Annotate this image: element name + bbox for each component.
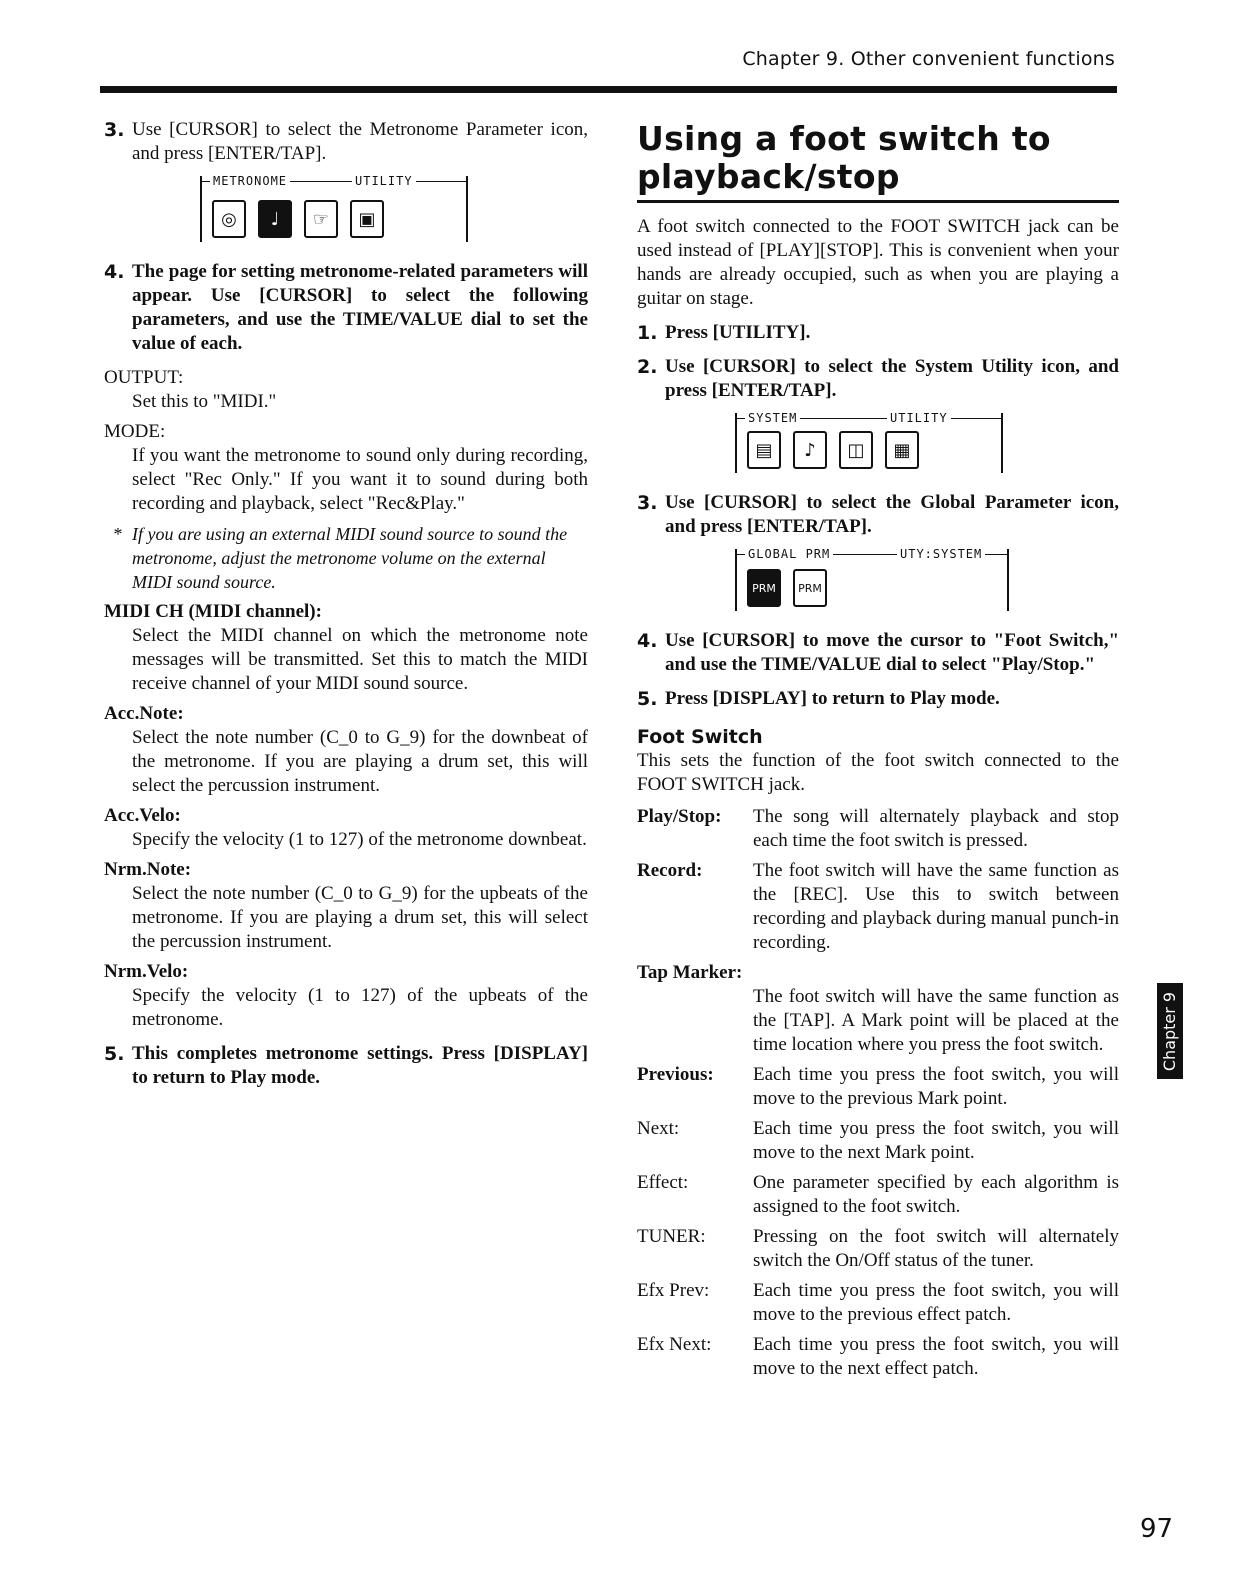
step-text: Use [CURSOR] to select the System Utility icon, and press [ENTER/TAP].: [665, 356, 1119, 401]
fs-key: Efx Prev:: [637, 1280, 710, 1301]
fs-value: The foot switch will have the same function as the [TAP]. A Mark point will be placed at the time location where you press the foot switch.: [753, 986, 1119, 1055]
step-5-right: [637, 687, 1119, 711]
param-name: OUTPUT:: [104, 367, 184, 388]
fs-item-tuner: [637, 1225, 1119, 1273]
step-text: Press [UTILITY].: [665, 322, 811, 343]
param-desc: Set this to "MIDI.": [132, 391, 277, 412]
param-name: Nrm.Note:: [104, 859, 192, 880]
foot-switch-heading: Foot Switch: [637, 726, 763, 748]
fs-item-record: [637, 859, 1119, 955]
param-desc: If you want the metronome to sound only during recording, select "Rec Only." If you want it to sound during both recording and playback, select "Rec&Play.": [132, 445, 588, 514]
lcd-label-utility: UTILITY: [352, 174, 416, 188]
step-number: 5.: [104, 1043, 125, 1065]
global-param-icon: [747, 569, 781, 607]
lcd-label-uty-system: UTY:SYSTEM: [897, 547, 985, 561]
param-output: [104, 366, 588, 414]
metronome-dial-icon: ◎: [212, 200, 246, 238]
step-2-right: [637, 355, 1119, 403]
param-desc: Specify the velocity (1 to 127) of the upbeats of the metronome.: [132, 985, 588, 1030]
fs-value: The song will alternately playback and stop each time the foot switch is pressed.: [753, 806, 1119, 851]
step-number: 3.: [637, 492, 658, 514]
fs-item-effect: [637, 1171, 1119, 1219]
fs-key: Next:: [637, 1118, 680, 1139]
fs-value: One parameter specified by each algorithm is assigned to the foot switch.: [753, 1172, 1119, 1217]
header-rule: [100, 86, 1117, 93]
lcd-label-utility: UTILITY: [887, 411, 951, 425]
step-4-right: [637, 629, 1119, 677]
param-mode: [104, 420, 588, 516]
step-number: 3.: [104, 119, 125, 141]
fs-value: Each time you press the foot switch, you will move to the next effect patch.: [753, 1334, 1119, 1379]
metronome-lcd-screen: [200, 176, 468, 242]
param-nrm-note: [104, 858, 588, 954]
param-desc: Select the MIDI channel on which the metronome note messages will be transmitted. Set this to match the MIDI receive channel of your MIDI sound source.: [132, 625, 588, 694]
disk-icon: ▤: [747, 431, 781, 469]
step-number: 4.: [104, 261, 125, 283]
left-column: [104, 118, 588, 1100]
note: [104, 522, 588, 594]
fs-item-efx-prev: [637, 1279, 1119, 1327]
step-text: This completes metronome settings. Press [DISPLAY] to return to Play mode.: [132, 1043, 588, 1088]
fs-item-next: [637, 1117, 1119, 1165]
lcd-label-system: SYSTEM: [745, 411, 800, 425]
fs-key: TUNER:: [637, 1226, 706, 1247]
midi-icon: ♪: [793, 431, 827, 469]
clock-icon: ◫: [839, 431, 873, 469]
fs-key: Tap Marker:: [637, 962, 743, 983]
fs-key: Effect:: [637, 1172, 689, 1193]
step-3-left: [104, 118, 588, 166]
fs-item-previous: [637, 1063, 1119, 1111]
page-number: 97: [1140, 1514, 1174, 1544]
param-icon: [793, 569, 827, 607]
param-desc: Select the note number (C_0 to G_9) for the downbeat of the metronome. If you are playing a drum set, this will select the percussion instrument.: [132, 727, 588, 796]
fs-item-tap-marker: [637, 961, 1119, 1057]
global-prm-lcd-screen: [735, 549, 1009, 611]
fs-value: The foot switch will have the same function as the [REC]. Use this to switch between recording and playback during manual punch-in recording.: [753, 860, 1119, 953]
click-icon: ☞: [304, 200, 338, 238]
param-desc: Specify the velocity (1 to 127) of the metronome downbeat.: [132, 829, 587, 850]
fs-value: Each time you press the foot switch, you will move to the previous Mark point.: [753, 1064, 1119, 1109]
param-midi-ch: [104, 600, 588, 696]
system-lcd-screen: [735, 413, 1003, 473]
step-4-left: [104, 260, 588, 356]
step-text: Press [DISPLAY] to return to Play mode.: [665, 688, 1000, 709]
fs-key: Previous:: [637, 1064, 714, 1085]
step-5-left: [104, 1042, 588, 1090]
step-text: Use [CURSOR] to select the Metronome Parameter icon, and press [ENTER/TAP].: [132, 119, 588, 164]
step-text: Use [CURSOR] to move the cursor to "Foot Switch," and use the TIME/VALUE dial to select "Play/Stop.": [665, 630, 1119, 675]
step-number: 2.: [637, 356, 658, 378]
fs-key: Record:: [637, 860, 703, 881]
param-name: Nrm.Velo:: [104, 961, 189, 982]
step-text: The page for setting metronome-related parameters will appear. Use [CURSOR] to select the following parameters, and use the TIME/VALUE dial to set the value of each.: [132, 261, 588, 354]
param-acc-velo: [104, 804, 588, 852]
step-1-right: [637, 321, 1119, 345]
section-intro: A foot switch connected to the FOOT SWITCH jack can be used instead of [PLAY][STOP]. This is convenient when your hands are already occupied, such as when you are playing a guitar on stage.: [637, 216, 1119, 309]
step-3-right: [637, 491, 1119, 539]
fs-item-play-stop: [637, 805, 1119, 853]
param-name: MIDI CH (MIDI channel):: [104, 601, 322, 622]
step-number: 1.: [637, 322, 658, 344]
global-param-icon-label: PRM: [752, 581, 776, 595]
param-icon-label: PRM: [798, 581, 822, 595]
chapter-header: Chapter 9. Other convenient functions: [742, 48, 1115, 70]
note-star: *: [113, 524, 123, 544]
param-acc-note: [104, 702, 588, 798]
title-rule: [637, 200, 1119, 203]
save-icon: ▣: [350, 200, 384, 238]
fs-value: Each time you press the foot switch, you will move to the next Mark point.: [753, 1118, 1119, 1163]
fs-key: Efx Next:: [637, 1334, 712, 1355]
metronome-param-icon: ♩: [258, 200, 292, 238]
chapter-side-tab: [1157, 983, 1183, 1079]
system-icon: ▦: [885, 431, 919, 469]
note-text: If you are using an external MIDI sound source to sound the metronome, adjust the metronome volume on the external MIDI sound source.: [132, 524, 568, 592]
fs-value: Pressing on the foot switch will alternately switch the On/Off status of the tuner.: [753, 1226, 1119, 1271]
step-number: 5.: [637, 688, 658, 710]
foot-switch-intro: This sets the function of the foot switch connected to the FOOT SWITCH jack.: [637, 750, 1119, 795]
param-name: MODE:: [104, 421, 166, 442]
param-desc: Select the note number (C_0 to G_9) for the upbeats of the metronome. If you are playing a drum set, this will select the percussion instrument.: [132, 883, 588, 952]
right-column: [637, 118, 1119, 1387]
lcd-label-global-prm: GLOBAL PRM: [745, 547, 833, 561]
param-nrm-velo: [104, 960, 588, 1032]
lcd-label-metronome: METRONOME: [210, 174, 290, 188]
section-title: Using a foot switch to playback/stop: [637, 119, 1051, 196]
fs-key: Play/Stop:: [637, 806, 722, 827]
param-name: Acc.Note:: [104, 703, 184, 724]
fs-item-efx-next: [637, 1333, 1119, 1381]
step-text: Use [CURSOR] to select the Global Parameter icon, and press [ENTER/TAP].: [665, 492, 1119, 537]
step-number: 4.: [637, 630, 658, 652]
param-name: Acc.Velo:: [104, 805, 181, 826]
side-tab-label: Chapter 9: [1160, 991, 1180, 1071]
fs-value: Each time you press the foot switch, you will move to the previous effect patch.: [753, 1280, 1119, 1325]
